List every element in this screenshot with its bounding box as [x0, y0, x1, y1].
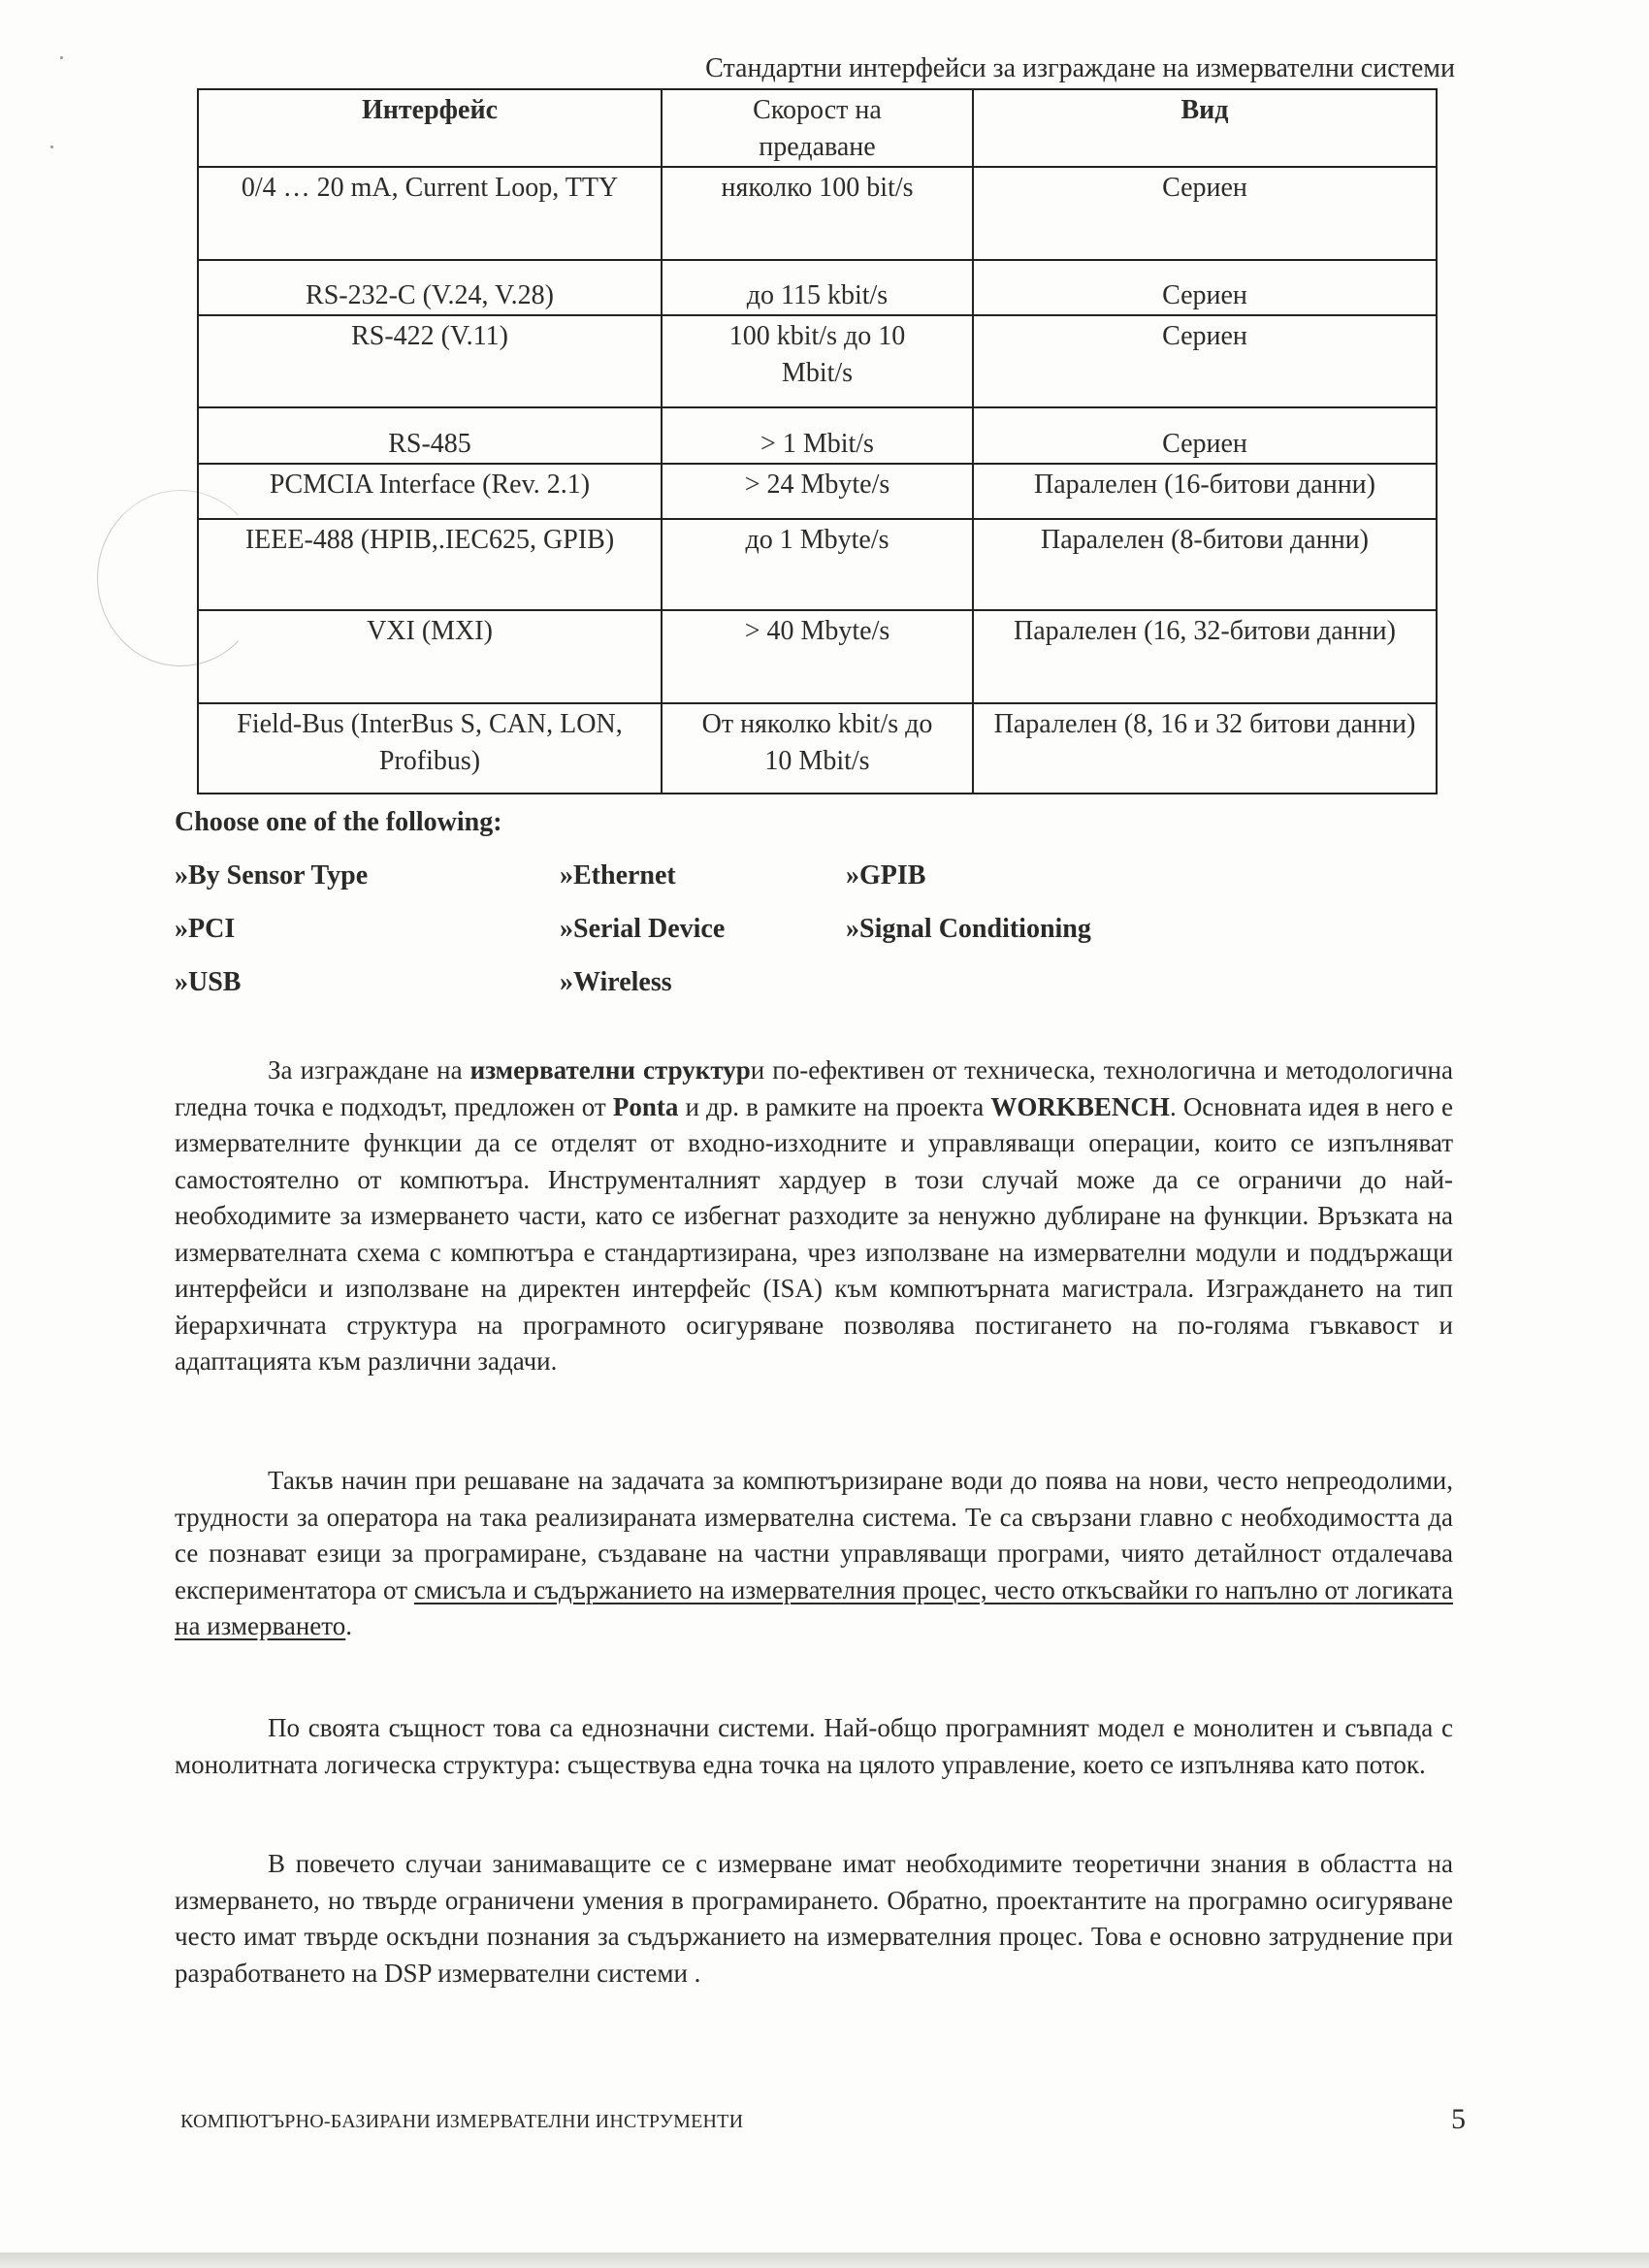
bold-term: измервателни структур — [469, 1055, 751, 1085]
text-run: Такъв начин при решаване на задачата за компютъризиране води до поява на нови, често непреодолими, трудности за оператора на така реализираната измервателна система. Те са свързани главно с необходимостта да се познават езици за програмиране, създаване на частни управляващи програми, чиято детайлност отдалечава експериментатора от — [175, 1466, 1453, 1604]
link-serial-device[interactable]: »Serial Device — [560, 914, 726, 944]
cell-interface: VXI (MXI) — [198, 610, 662, 703]
table-row — [198, 703, 1437, 794]
text-run: За изграждане на — [268, 1055, 470, 1085]
paragraph-4 — [175, 1846, 1453, 1992]
cell-interface: 0/4 … 20 mA, Current Loop, TTY — [198, 167, 662, 260]
text-run: . — [345, 1611, 352, 1640]
cell-type: Паралелен (16, 32-битови данни) — [973, 610, 1437, 703]
paragraph-2 — [175, 1463, 1453, 1645]
cell-type: Паралелен (16-битови данни) — [973, 464, 1437, 519]
paragraph-4-text: В повечето случаи занимаващите се с измерване имат необходимите теоретични знания в областта на измерването, но твърде ограничени умения в програмирането. Обратно, проектантите на програмно осигуряване често имат твърде оскъдни познания за съдържанието на измервателния процес. Това е основно затруднение при разработването на DSP измервателни системи . — [175, 1849, 1453, 1988]
cell-interface: RS-485 — [198, 407, 662, 464]
cell-speed: От няколко kbit/s до 10 Mbit/s — [662, 703, 973, 794]
interfaces-table — [197, 88, 1438, 794]
underlined-text: смисъла и съдържанието на измервателния процес, често откъсвайки го напълно от логиката на измерването — [175, 1574, 1453, 1640]
cell-speed: > 24 Mbyte/s — [662, 464, 973, 519]
cell-speed: > 1 Mbit/s — [662, 407, 973, 464]
page-number: 5 — [1451, 2103, 1466, 2135]
paragraph-3-text: По своята същност това са еднозначни системи. Най-общо програмният модел е монолитен и съвпада с монолитната логическа структура: съществува една точка на цялото управление, което се изпълнява като поток. — [175, 1713, 1453, 1779]
cell-type: Сериен — [973, 167, 1437, 260]
link-gpib[interactable]: »GPIB — [846, 860, 926, 891]
cell-type: Паралелен (8-битови данни) — [973, 519, 1437, 610]
scan-bottom-edge — [0, 2252, 1649, 2268]
text-run: . Основната идея в него е измервателните функции да се отделят от входно-изходните и управляващи операции, които се изпълняват самостоятелно от компютъра. Инструменталният хардуер в този случай може да се ограничи до най-необходимите за измерването части, като се избегнат разходите за ненужно дублиране на функции. Връзката на измервателната схема с компютъра е стандартизирана, чрез използване на измервателни модули и поддържащи интерфейси и използване на директен интерфейс (ISA) към компютърната магистрала. Изграждането на тип йерархичната структура на програмното осигуряване позволява постигането на по-голяма гъвкавост и адаптацията към различни задачи. — [175, 1091, 1453, 1376]
cell-type: Сериен — [973, 315, 1437, 407]
cell-type: Паралелен (8, 16 и 32 битови данни) — [973, 703, 1437, 794]
link-usb[interactable]: »USB — [175, 967, 242, 997]
link-wireless[interactable]: »Wireless — [560, 967, 672, 997]
table-row — [198, 167, 1437, 260]
running-header: Стандартни интерфейси за изграждане на измервателни системи — [705, 53, 1455, 83]
scan-speck — [60, 56, 63, 59]
cell-interface: IEEE-488 (HPIB,.IEC625, GPIB) — [198, 519, 662, 610]
link-by-sensor-type[interactable]: »By Sensor Type — [175, 860, 369, 891]
footer-book-title: КОМПЮТЪРНО-БАЗИРАНИ ИЗМЕРВАТЕЛНИ ИНСТРУМЕНТИ — [180, 2111, 744, 2132]
text-run: и по-ефективен от техническа, технологична и методологична гледна точка е подходът, предложен от — [175, 1055, 1453, 1121]
table-row — [198, 519, 1437, 610]
text-run: и др. в рамките на проекта — [678, 1091, 991, 1121]
table-row — [198, 315, 1437, 407]
table-row — [198, 610, 1437, 703]
choose-heading: Choose one of the following: — [175, 807, 502, 837]
cell-type: Сериен — [973, 407, 1437, 464]
cell-speed: 100 kbit/s до 10 Mbit/s — [662, 315, 973, 407]
table-row — [198, 407, 1437, 464]
cell-speed: няколко 100 bit/s — [662, 167, 973, 260]
bold-project-name: WORKBENCH — [990, 1091, 1170, 1121]
table-row — [198, 464, 1437, 519]
cell-interface: RS-232-C (V.24, V.28) — [198, 260, 662, 315]
column-header-interface: Интерфейс — [198, 89, 662, 167]
bold-name: Ponta — [612, 1091, 679, 1121]
column-header-type: Вид — [973, 89, 1437, 167]
cell-type: Сериен — [973, 260, 1437, 315]
table-row — [198, 260, 1437, 315]
cell-interface: RS-422 (V.11) — [198, 315, 662, 407]
scan-speck — [50, 146, 53, 148]
cell-speed: до 1 Mbyte/s — [662, 519, 973, 610]
table-header-row — [198, 89, 1437, 167]
cell-interface: PCMCIA Interface (Rev. 2.1) — [198, 464, 662, 519]
link-signal-conditioning[interactable]: »Signal Conditioning — [846, 914, 1091, 944]
cell-interface: Field-Bus (InterBus S, CAN, LON, Profibus) — [198, 703, 662, 794]
link-ethernet[interactable]: »Ethernet — [560, 860, 676, 891]
paragraph-3 — [175, 1710, 1453, 1783]
paragraph-1 — [175, 1053, 1453, 1380]
link-pci[interactable]: »PCI — [175, 914, 236, 944]
cell-speed: > 40 Mbyte/s — [662, 610, 973, 703]
cell-speed: до 115 kbit/s — [662, 260, 973, 315]
column-header-speed: Скорост на предаване — [662, 89, 973, 167]
